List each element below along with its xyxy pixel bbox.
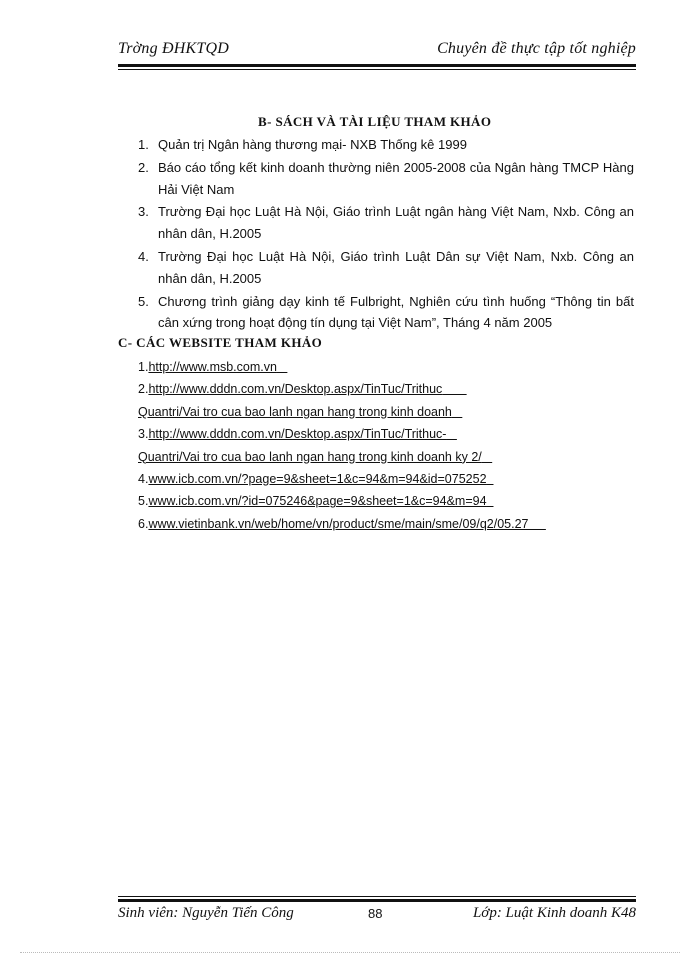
reference-book-list — [138, 134, 634, 335]
list-item-text: Báo cáo tổng kết kinh doanh thường niên 2005-2008 của Ngân hàng TMCP Hàng Hải Việt Nam — [158, 159, 634, 197]
footer-class: Lớp: Luật Kinh doanh K48 — [472, 905, 636, 921]
website-item — [138, 468, 638, 490]
list-item — [138, 201, 634, 245]
website-item — [138, 513, 638, 535]
list-item-number: 1. — [138, 137, 149, 152]
header-school: Trờng ĐHKTQD — [118, 40, 229, 57]
header-rule-thick — [118, 64, 636, 67]
page-header — [118, 40, 636, 62]
website-item — [138, 356, 638, 378]
list-item-number: 3. — [138, 204, 149, 220]
list-item — [138, 246, 634, 290]
section-b-heading: B- SÁCH VÀ TÀI LIỆU THAM KHẢO — [258, 114, 492, 129]
website-link[interactable]: http://www.dddn.com.vn/Desktop.aspx/TinTuc/Trithuc- — [148, 427, 447, 442]
list-item — [138, 157, 634, 201]
footer-rule-thick — [118, 899, 636, 902]
website-number: 2. — [138, 382, 149, 397]
header-rule-thin — [118, 69, 636, 70]
list-item-number: 4. — [138, 248, 149, 264]
website-item — [138, 423, 638, 445]
list-item-number: 5. — [138, 293, 149, 309]
website-link[interactable]: Quantri/Vai tro cua bao lanh ngan hang trong kinh doanh — [138, 404, 452, 419]
list-item-text: Chương trình giảng dạy kinh tế Fulbright, Nghiên cứu tình huống “Thông tin bất cân xứng trong hoạt động tín dụng tại Việt Nam”, Tháng 4 năm 2005 — [158, 293, 634, 331]
header-title: Chuyên đề thực tập tốt nghiệp — [437, 40, 636, 57]
website-link[interactable]: http://www.dddn.com.vn/Desktop.aspx/TinTuc/Trithuc — [148, 382, 443, 397]
footer-rule-thin — [118, 896, 636, 897]
website-link[interactable]: www.vietinbank.vn/web/home/vn/product/sme/main/sme/09/q2/05.27 — [148, 516, 529, 531]
page-bottom-border — [20, 952, 680, 953]
website-item — [138, 490, 638, 512]
list-item — [138, 291, 634, 335]
website-link[interactable]: www.icb.com.vn/?id=075246&page=9&sheet=1&c=94&m=94 — [148, 494, 487, 509]
website-item — [138, 378, 638, 400]
website-number: 5. — [138, 494, 149, 509]
website-number: 6. — [138, 516, 149, 531]
list-item-text: Trường Đại học Luật Hà Nội, Giáo trình Luật Dân sự Việt Nam, Nxb. Công an nhân dân, H.2005 — [158, 248, 634, 286]
list-item-text: Trường Đại học Luật Hà Nội, Giáo trình Luật ngân hàng Việt Nam, Nxb. Công an nhân dân, H.2005 — [158, 204, 634, 242]
list-item — [138, 134, 634, 156]
website-link[interactable]: http://www.msb.com.vn — [148, 360, 277, 374]
website-item-continuation — [138, 401, 638, 423]
list-item-number: 2. — [138, 159, 149, 175]
website-number: 4. — [138, 472, 149, 487]
section-c-heading: C- CÁC WEBSITE THAM KHẢO — [118, 335, 323, 350]
website-number: 1. — [138, 360, 149, 374]
website-link[interactable]: www.icb.com.vn/?page=9&sheet=1&c=94&m=94&id=075252 — [148, 472, 487, 487]
website-link[interactable]: Quantri/Vai tro cua bao lanh ngan hang trong kinh doanh ky 2/ — [138, 449, 482, 464]
footer-student: Sinh viên: Nguyễn Tiến Công — [118, 905, 294, 921]
page-footer — [118, 905, 636, 925]
website-list — [138, 356, 638, 535]
website-item-continuation — [138, 446, 638, 468]
page-number: 88 — [368, 906, 383, 921]
website-number: 3. — [138, 427, 149, 442]
list-item-text: Quản trị Ngân hàng thương mại- NXB Thống kê 1999 — [158, 137, 467, 152]
